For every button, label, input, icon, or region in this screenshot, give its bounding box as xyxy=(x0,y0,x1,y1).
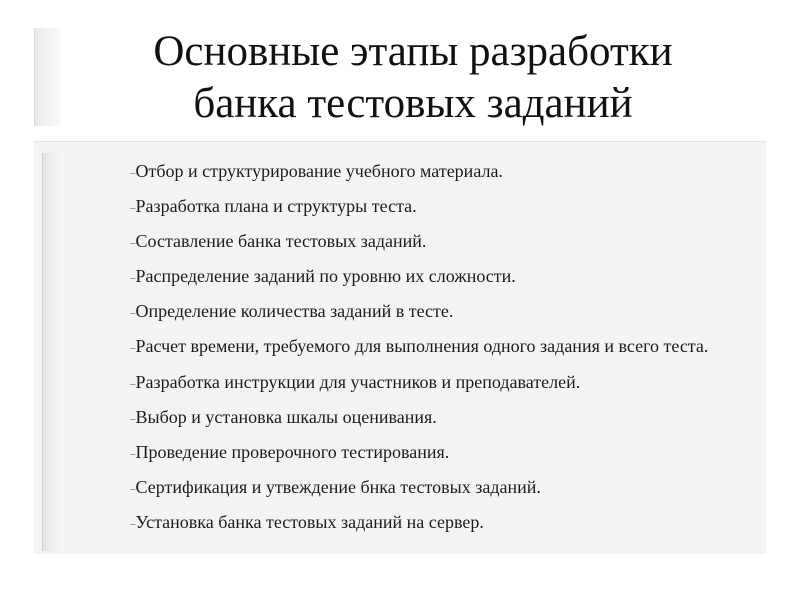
bullet-dash: – xyxy=(130,518,136,530)
bullet-dash: – xyxy=(130,342,136,354)
bullet-dash: – xyxy=(130,483,136,495)
list-item-text: Проведение проверочного тестирования. xyxy=(135,442,450,462)
bullet-dash: – xyxy=(130,167,136,179)
slide-title-line-2: банка тестовых заданий xyxy=(193,80,633,127)
bullet-dash: – xyxy=(130,413,136,425)
list-item xyxy=(130,441,750,465)
panel-accent-bar xyxy=(42,153,63,551)
bullet-dash: – xyxy=(130,202,136,214)
list-item-text: Определение количества заданий в тесте. xyxy=(135,301,454,321)
stages-list xyxy=(130,160,750,546)
list-item-text: Составление банка тестовых заданий. xyxy=(135,231,427,251)
bullet-dash: – xyxy=(130,448,136,460)
list-item xyxy=(130,195,750,219)
bullet-dash: – xyxy=(130,272,136,284)
list-item xyxy=(130,371,750,395)
list-item-text: Установка банка тестовых заданий на сервер. xyxy=(135,512,484,532)
bullet-dash: – xyxy=(130,307,136,319)
bullet-dash: – xyxy=(130,378,136,390)
list-item-text: Распределение заданий по уровню их сложности. xyxy=(135,266,516,286)
list-item xyxy=(130,511,750,535)
bullet-dash: – xyxy=(130,237,136,249)
slide-title-line-1: Основные этапы разработки xyxy=(153,28,673,75)
list-item-text: Выбор и установка шкалы оценивания. xyxy=(135,407,437,427)
list-item xyxy=(130,160,750,184)
title-accent-bar xyxy=(34,28,61,126)
list-item xyxy=(130,476,750,500)
list-item xyxy=(130,265,750,289)
list-item xyxy=(130,335,750,359)
list-item-text: Разработка инструкции для участников и преподавателей. xyxy=(135,372,581,392)
list-item xyxy=(130,406,750,430)
list-item xyxy=(130,230,750,254)
list-item-text: Отбор и структурирование учебного материала. xyxy=(135,161,503,181)
list-item-text: Сертификация и утвеждение бнка тестовых заданий. xyxy=(135,477,541,497)
slide-title xyxy=(60,26,766,130)
list-item xyxy=(130,300,750,324)
list-item-text: Расчет времени, требуемого для выполнения одного задания и всего теста. xyxy=(135,336,709,356)
list-item-text: Разработка плана и структуры теста. xyxy=(135,196,417,216)
